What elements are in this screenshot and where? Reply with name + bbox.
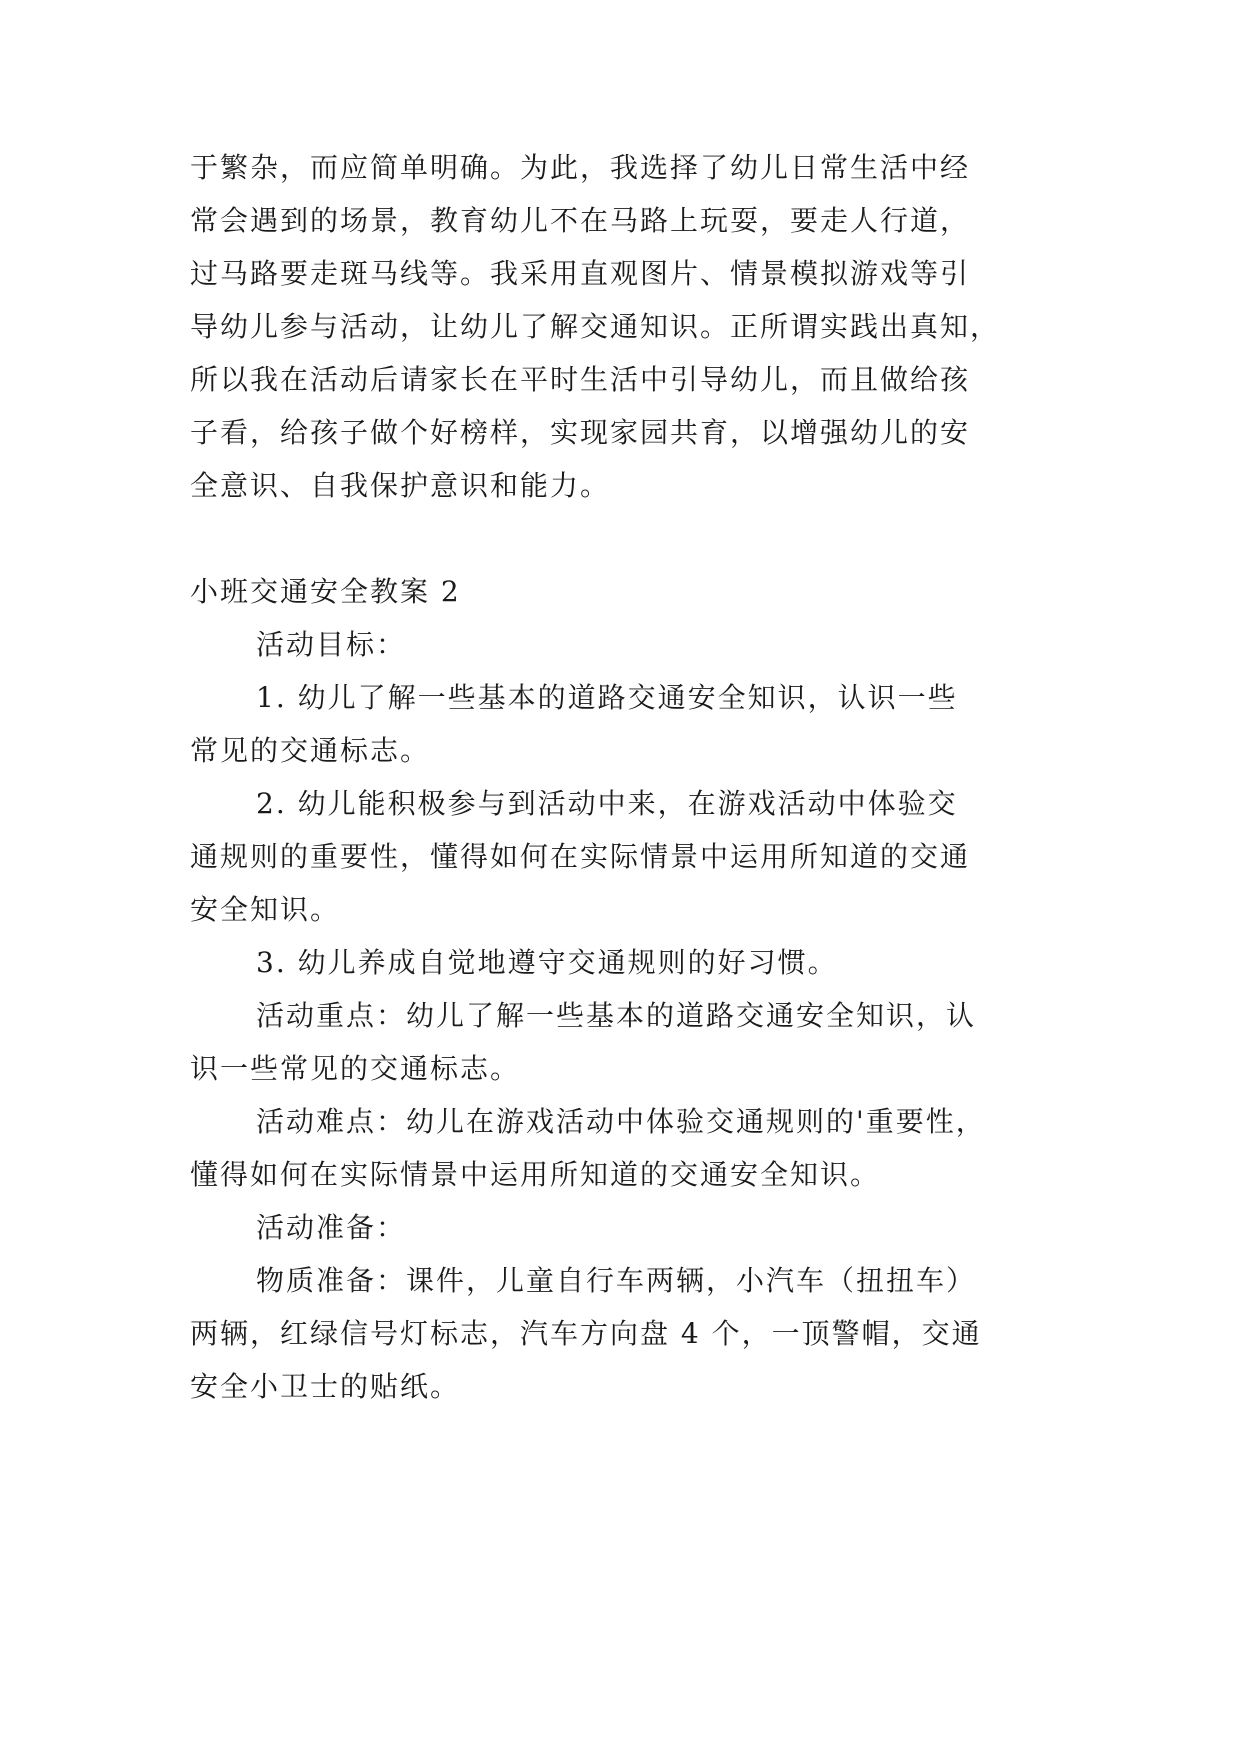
objective-item: 2. 幼儿能积极参与到活动中来，在游戏活动中体验交 — [256, 787, 958, 820]
material-preparation: 物质准备：课件，儿童自行车两辆，小汽车（扭扭车） — [256, 1264, 977, 1297]
paragraph-line: 全意识、自我保护意识和能力。 — [190, 469, 611, 502]
paragraph-line: 所以我在活动后请家长在平时生活中引导幼儿，而且做给孩 — [190, 363, 971, 396]
objective-item-line: 通规则的重要性，懂得如何在实际情景中运用所知道的交通 — [190, 840, 971, 873]
difficulty: 活动难点：幼儿在游戏活动中体验交通规则的'重要性， — [256, 1105, 986, 1138]
objective-item-line: 安全知识。 — [190, 893, 341, 926]
paragraph-line: 过马路要走斑马线等。我采用直观图片、情景模拟游戏等引 — [190, 257, 971, 290]
objective-item: 3. 幼儿养成自觉地遵守交通规则的好习惯。 — [256, 946, 838, 979]
material-preparation-line: 安全小卫士的贴纸。 — [190, 1370, 461, 1403]
paragraph-line: 常会遇到的场景，教育幼儿不在马路上玩耍，要走人行道， — [190, 204, 971, 237]
paragraph-line: 子看，给孩子做个好榜样，实现家园共育，以增强幼儿的安 — [190, 416, 971, 449]
objective-item: 1. 幼儿了解一些基本的道路交通安全知识，认识一些 — [256, 681, 958, 714]
difficulty-line: 懂得如何在实际情景中运用所知道的交通安全知识。 — [190, 1158, 881, 1191]
paragraph-line: 于繁杂，而应简单明确。为此，我选择了幼儿日常生活中经 — [190, 151, 971, 184]
key-point: 活动重点：幼儿了解一些基本的道路交通安全知识，认 — [256, 999, 977, 1032]
key-point-line: 识一些常见的交通标志。 — [190, 1052, 521, 1085]
objectives-heading: 活动目标： — [256, 628, 407, 661]
section-title: 小班交通安全教案 2 — [190, 575, 461, 608]
paragraph-line: 导幼儿参与活动，让幼儿了解交通知识。正所谓实践出真知， — [190, 310, 1001, 343]
objective-item-line: 常见的交通标志。 — [190, 734, 431, 767]
material-preparation-line: 两辆，红绿信号灯标志，汽车方向盘 4 个，一顶警帽，交通 — [190, 1317, 982, 1350]
preparation-heading: 活动准备： — [256, 1211, 407, 1244]
